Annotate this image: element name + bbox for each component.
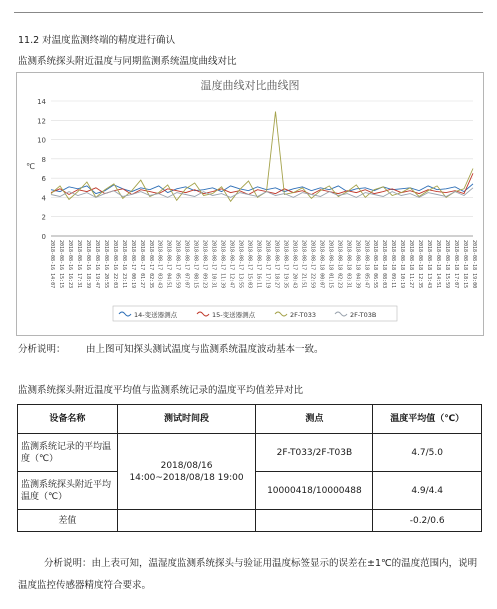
x-tick-label: 2018-08-18 15:59	[444, 240, 451, 289]
x-tick-label: 2018-08-17 16:11	[255, 240, 262, 289]
x-tick-label: 2018-08-16 23:11	[120, 240, 127, 289]
comparison-table	[17, 404, 482, 532]
y-tick-label: 10	[37, 136, 46, 145]
x-tick-label: 2018-08-18 06:55	[372, 240, 379, 289]
x-tick-label: 2018-08-16 19:47	[93, 240, 100, 289]
x-tick-label: 2018-08-16 18:39	[84, 240, 91, 289]
table-row	[18, 510, 482, 532]
table-row	[18, 434, 482, 472]
x-tick-label: 2018-08-18 13:43	[426, 240, 433, 289]
x-tick-label: 2018-08-17 11:39	[219, 240, 226, 289]
time-range: 2018/08/16 14:00~2018/08/18 19:00	[117, 434, 256, 510]
analysis-text: 由上图可知探头测试温度与监测系统温度波动基本一致。	[86, 344, 324, 355]
x-tick-label: 2018-08-17 09:23	[201, 240, 208, 289]
y-tick-label: 0	[41, 233, 46, 241]
x-tick-label: 2018-08-18 02:23	[336, 240, 343, 289]
x-axis-ticks	[49, 240, 477, 288]
header-device: 设备名称	[18, 405, 118, 434]
table-header-row	[18, 405, 482, 434]
diff-empty	[256, 510, 373, 532]
diff-label: 差值	[18, 510, 118, 532]
x-tick-label: 2018-08-16 17:31	[75, 240, 82, 289]
x-tick-label: 2018-08-18 19:00	[471, 240, 477, 289]
x-tick-label: 2018-08-18 10:19	[399, 240, 406, 289]
row2-device: 监测系统探头附近平均温度（℃）	[18, 472, 118, 510]
x-tick-label: 2018-08-18 09:11	[390, 240, 397, 289]
x-tick-label: 2018-08-17 18:27	[273, 240, 280, 289]
analysis-label: 分析说明：	[18, 344, 66, 355]
x-tick-label: 2018-08-18 08:03	[381, 240, 388, 289]
x-tick-label: 2018-08-18 00:07	[318, 240, 325, 289]
x-tick-label: 2018-08-18 14:51	[435, 240, 442, 289]
x-tick-label: 2018-08-17 12:47	[228, 240, 235, 289]
x-tick-label: 2018-08-16 22:03	[111, 240, 118, 289]
y-tick-label: 6	[41, 175, 46, 184]
header-point: 测点	[256, 405, 373, 434]
x-tick-label: 2018-08-18 12:35	[417, 240, 424, 289]
row1-device: 监测系统记录的平均温度（℃）	[18, 434, 118, 472]
x-tick-label: 2018-08-17 10:31	[210, 240, 217, 289]
x-tick-label: 2018-08-16 14:07	[49, 240, 55, 289]
x-tick-label: 2018-08-16 15:15	[57, 240, 64, 289]
y-axis-label: ℃	[26, 162, 35, 171]
x-tick-label: 2018-08-16 16:23	[66, 240, 73, 289]
y-tick-label: 2	[41, 213, 46, 222]
section-title: 11.2 对温度监测终端的精度进行确认	[18, 35, 176, 46]
x-tick-label: 2018-08-17 05:59	[174, 240, 181, 289]
x-tick-label: 2018-08-17 15:03	[246, 240, 253, 289]
x-tick-label: 2018-08-17 07:07	[183, 240, 190, 289]
row2-point: 10000418/10000488	[256, 472, 373, 510]
x-tick-label: 2018-08-17 20:43	[291, 240, 298, 289]
y-tick-label: 12	[37, 117, 46, 126]
x-tick-label: 2018-08-17 00:19	[129, 240, 136, 289]
x-tick-label: 2018-08-18 01:15	[327, 240, 334, 289]
header-rule	[14, 0, 483, 13]
y-tick-label: 4	[41, 194, 46, 203]
y-tick-label: 14	[37, 98, 46, 106]
x-tick-label: 2018-08-18 11:27	[408, 240, 415, 289]
x-tick-label: 2018-08-17 19:35	[282, 240, 289, 289]
x-tick-label: 2018-08-18 05:47	[363, 240, 370, 289]
x-tick-label: 2018-08-17 04:51	[165, 240, 172, 289]
x-tick-label: 2018-08-18 17:07	[453, 240, 460, 289]
conclusion-text: 分析说明：由上表可知，温湿度监测系统探头与验证用温度标签显示的误差在±1℃的温度范围内，说明温度监控传感器精度符合要求。	[18, 558, 478, 591]
chart-title: 温度曲线对比曲线图	[200, 80, 300, 92]
chart-grid	[51, 101, 473, 236]
legend-label: 15-变送器测点	[212, 311, 256, 319]
table-caption: 监测系统探头附近温度平均值与监测系统记录的温度平均值差异对比	[18, 385, 304, 396]
legend-label: 2F-T03B	[350, 311, 377, 319]
temperature-chart	[16, 72, 484, 336]
x-tick-label: 2018-08-16 20:55	[102, 240, 109, 289]
header-period: 测试时间段	[117, 405, 256, 434]
diff-empty	[117, 510, 256, 532]
x-tick-label: 2018-08-18 18:15	[462, 240, 469, 289]
row1-value: 4.7/5.0	[373, 434, 482, 472]
y-axis-ticks	[37, 98, 46, 241]
row2-value: 4.9/4.4	[373, 472, 482, 510]
x-tick-label: 2018-08-18 03:31	[345, 240, 352, 289]
x-tick-label: 2018-08-17 01:27	[138, 240, 145, 289]
x-tick-label: 2018-08-18 04:39	[354, 240, 361, 289]
x-tick-label: 2018-08-17 21:51	[300, 240, 307, 289]
row1-point: 2F-T033/2F-T03B	[256, 434, 373, 472]
x-tick-label: 2018-08-17 22:59	[309, 240, 316, 289]
x-tick-label: 2018-08-17 17:19	[264, 240, 271, 289]
x-tick-label: 2018-08-17 02:35	[147, 240, 154, 289]
y-tick-label: 8	[41, 155, 46, 164]
chart-caption: 监测系统探头附近温度与同期监测系统温度曲线对比	[18, 56, 237, 67]
chart-legend	[113, 306, 397, 321]
legend-label: 2F-T033	[290, 311, 316, 319]
series-line-4	[51, 188, 473, 198]
diff-value: -0.2/0.6	[373, 510, 482, 532]
chart-series	[51, 112, 473, 202]
legend-label: 14-变送器测点	[134, 311, 178, 319]
x-tick-label: 2018-08-17 13:55	[237, 240, 244, 289]
x-tick-label: 2018-08-17 08:15	[192, 240, 199, 289]
x-tick-label: 2018-08-17 03:43	[156, 240, 163, 289]
header-avg-temp: 温度平均值（℃）	[373, 405, 482, 434]
